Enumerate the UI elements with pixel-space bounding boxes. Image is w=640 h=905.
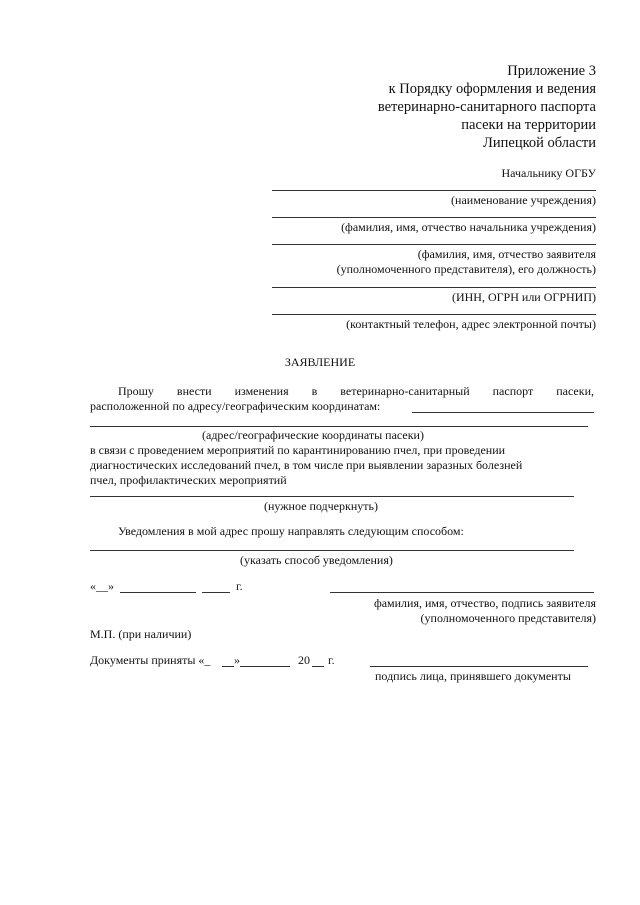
appendix-line-3: ветеринарно-санитарного паспорта	[377, 99, 596, 115]
accepted-month-line	[240, 666, 290, 667]
applicant-hint-2: (уполномоченного представителя), его должность)	[336, 262, 596, 276]
contact-hint: (контактный телефон, адрес электронной почты)	[346, 317, 596, 331]
appendix-line-2: к Порядку оформления и ведения	[388, 81, 596, 97]
document-title: ЗАЯВЛЕНИЕ	[284, 355, 356, 369]
recipient-to: Начальнику ОГБУ	[501, 166, 596, 180]
appendix-number: Приложение 3	[507, 63, 596, 79]
applicant-signature-line	[330, 592, 594, 593]
underline-hint: (нужное подчеркнуть)	[264, 499, 378, 513]
date-year-suffix: г.	[236, 579, 243, 593]
ids-line	[272, 287, 596, 288]
applicant-line	[272, 244, 596, 245]
notify-hint: (указать способ уведомления)	[240, 553, 393, 567]
accepted-year-suffix: г.	[328, 653, 335, 667]
accepted-day-line	[222, 666, 234, 667]
institution-hint: (наименование учреждения)	[451, 193, 596, 207]
reason-line-2: диагностических исследований пчел, в том числе при выявлении заразных болезней	[90, 458, 523, 472]
institution-line	[272, 190, 596, 191]
accepted-year-line	[312, 666, 324, 667]
stamp-label: М.П. (при наличии)	[90, 627, 192, 641]
signature-hint-2: (уполномоченного представителя)	[420, 611, 596, 625]
appendix-line-4: пасеки на территории	[461, 117, 596, 133]
receiver-hint: подпись лица, принявшего документы	[375, 669, 571, 683]
address-inline-line	[412, 412, 594, 413]
receiver-signature-line	[370, 666, 588, 667]
contact-line	[272, 314, 596, 315]
date-month-line	[120, 592, 196, 593]
request-line-2: расположенной по адресу/географическим координатам:	[90, 399, 381, 413]
accepted-year: 20	[298, 653, 310, 667]
notify-method-line	[90, 550, 574, 551]
head-name-hint: (фамилия, имя, отчество начальника учреждения)	[341, 220, 596, 234]
underline-choice-line	[90, 496, 574, 497]
accepted-label: Документы приняты «_	[90, 653, 211, 667]
accepted-quote-close: »	[234, 653, 240, 667]
date-year-line	[202, 592, 230, 593]
head-name-line	[272, 217, 596, 218]
applicant-hint-1: (фамилия, имя, отчество заявителя	[417, 247, 596, 261]
appendix-line-5: Липецкой области	[483, 135, 596, 151]
address-hint: (адрес/географические координаты пасеки)	[202, 428, 424, 442]
request-line-1: Прошу внести изменения в ветеринарно-санитарный паспорт пасеки,	[118, 384, 594, 398]
signature-hint-1: фамилия, имя, отчество, подпись заявителя	[373, 596, 596, 610]
notify-line: Уведомления в мой адрес прошу направлять следующим способом:	[118, 524, 464, 538]
reason-line-3: пчел, профилактических мероприятий	[90, 473, 287, 487]
date-day: «__»	[90, 579, 114, 593]
ids-hint: (ИНН, ОГРН или ОГРНИП)	[451, 290, 596, 304]
reason-line-1: в связи с проведением мероприятий по карантинированию пчел, при проведении	[90, 443, 506, 457]
address-line	[90, 426, 588, 427]
